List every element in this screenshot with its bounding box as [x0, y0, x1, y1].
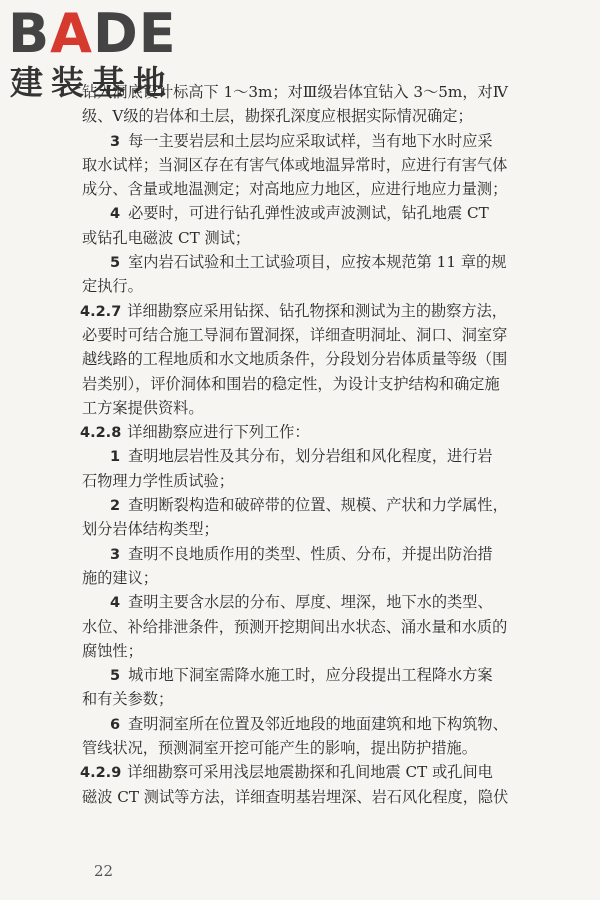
text-line: [82, 226, 522, 250]
text-line: [82, 153, 522, 177]
page-number: 22: [94, 862, 114, 880]
line-text: 磁波 CT 测试等方法，详细查明基岩埋深、岩石风化程度，隐伏: [82, 787, 509, 806]
line-text: 详细勘察应采用钻探、钻孔物探和测试为主的勘察方法，: [127, 301, 507, 320]
text-line: [82, 687, 522, 711]
item-number: 1: [110, 449, 121, 466]
text-line: [82, 663, 522, 687]
text-line: [82, 444, 522, 468]
text-line: [82, 201, 522, 225]
line-text: 详细勘察可采用浅层地震勘探和孔间地震 CT 或孔间电: [127, 763, 493, 782]
item-number: 4: [110, 595, 121, 612]
line-text: 详细勘察应进行下列工作：: [127, 423, 310, 442]
text-line: [82, 493, 522, 517]
text-line: [82, 517, 522, 541]
line-text: 工方案提供资料。: [82, 398, 204, 417]
text-line: [82, 347, 522, 371]
section-number: 4.2.7: [80, 303, 122, 320]
line-text: 查明地层岩性及其分布，划分岩组和风化程度，进行岩: [128, 447, 493, 466]
item-number: 5: [110, 255, 121, 272]
line-text: 必要时，可进行钻孔弹性波或声波测试，钻孔地震 CT: [128, 204, 489, 223]
line-text: 水位、补给排泄条件，预测开挖期间出水状态、涌水量和水质的: [82, 617, 508, 636]
line-text: 级、Ⅴ级的岩体和土层，勘探孔深度应根据实际情况确定；: [82, 107, 473, 126]
line-text: 管线状况，预测洞室开挖可能产生的影响，提出防护措施。: [82, 739, 477, 758]
text-line: [82, 615, 522, 639]
text-line: [82, 469, 522, 493]
line-text: 定执行。: [82, 277, 143, 296]
line-text: 查明断裂构造和破碎带的位置、规模、产状和力学属性，: [128, 496, 508, 515]
text-line: [80, 299, 522, 323]
text-line: [82, 590, 522, 614]
section-number: 4.2.9: [80, 765, 122, 782]
line-text: 施的建议；: [82, 568, 158, 587]
line-text: 查明主要含水层的分布、厚度、埋深，地下水的类型、: [128, 593, 493, 612]
line-text: 石物理力学性质试验；: [82, 471, 234, 490]
logo-wordmark: [8, 4, 177, 64]
line-text: 或钻孔电磁波 CT 测试；: [82, 228, 251, 247]
text-line: [82, 274, 522, 298]
text-line: [80, 420, 522, 444]
section-number: 4.2.8: [80, 425, 122, 442]
text-line: [82, 639, 522, 663]
text-line: [82, 250, 522, 274]
item-number: 3: [110, 133, 121, 150]
line-text: 室内岩石试验和土工试验项目，应按本规范第 11 章的规: [128, 253, 507, 272]
item-number: 4: [110, 206, 121, 223]
line-text: 钻入洞底设计标高下 1～3m；对Ⅲ级岩体宜钻入 3～5m，对Ⅳ: [82, 83, 508, 101]
text-line: [82, 80, 522, 104]
item-number: 6: [110, 716, 121, 733]
line-text: 城市地下洞室需降水施工时，应分段提出工程降水方案: [128, 666, 493, 685]
line-text: 查明不良地质作用的类型、性质、分布，并提出防治措: [128, 544, 493, 563]
text-line: [82, 177, 522, 201]
line-text: 查明洞室所在位置及邻近地段的地面建筑和地下构筑物、: [128, 714, 508, 733]
logo-letter-a: A: [50, 2, 93, 65]
logo-chinese-text: 建装基地: [10, 63, 174, 102]
text-line: [80, 760, 522, 784]
line-text: 越线路的工程地质和水文地质条件，分段划分岩体质量等级（围: [82, 350, 508, 369]
body-text: [82, 80, 522, 809]
line-text: 划分岩体结构类型；: [82, 520, 219, 539]
text-line: [82, 736, 522, 760]
line-text: 和有关参数；: [82, 690, 174, 709]
text-line: [82, 396, 522, 420]
line-text: 成分、含量或地温测定；对高地应力地区，应进行地应力量测；: [82, 180, 508, 199]
logo-letter-b: B: [8, 2, 51, 65]
text-line: [82, 372, 522, 396]
text-line: [82, 785, 522, 809]
line-text: 取水试样；当洞区存在有害气体或地温异常时，应进行有害气体: [82, 155, 508, 174]
text-line: [82, 104, 522, 128]
text-line: [82, 712, 522, 736]
line-text: 岩类别），评价洞体和围岩的稳定性，为设计支护结构和确定施: [82, 374, 500, 393]
text-line: [82, 323, 522, 347]
line-text: 必要时可结合施工导洞布置洞探，详细查明洞址、洞口、洞室穿: [82, 325, 508, 344]
text-line: [82, 129, 522, 153]
text-line: [82, 566, 522, 590]
line-text: 每一主要岩层和土层均应采取试样，当有地下水时应采: [128, 131, 493, 150]
line-text: 腐蚀性；: [82, 641, 143, 660]
logo-letters-de: DE: [92, 2, 177, 65]
text-line: [82, 542, 522, 566]
item-number: 2: [110, 498, 121, 515]
item-number: 5: [110, 668, 121, 685]
item-number: 3: [110, 546, 121, 563]
